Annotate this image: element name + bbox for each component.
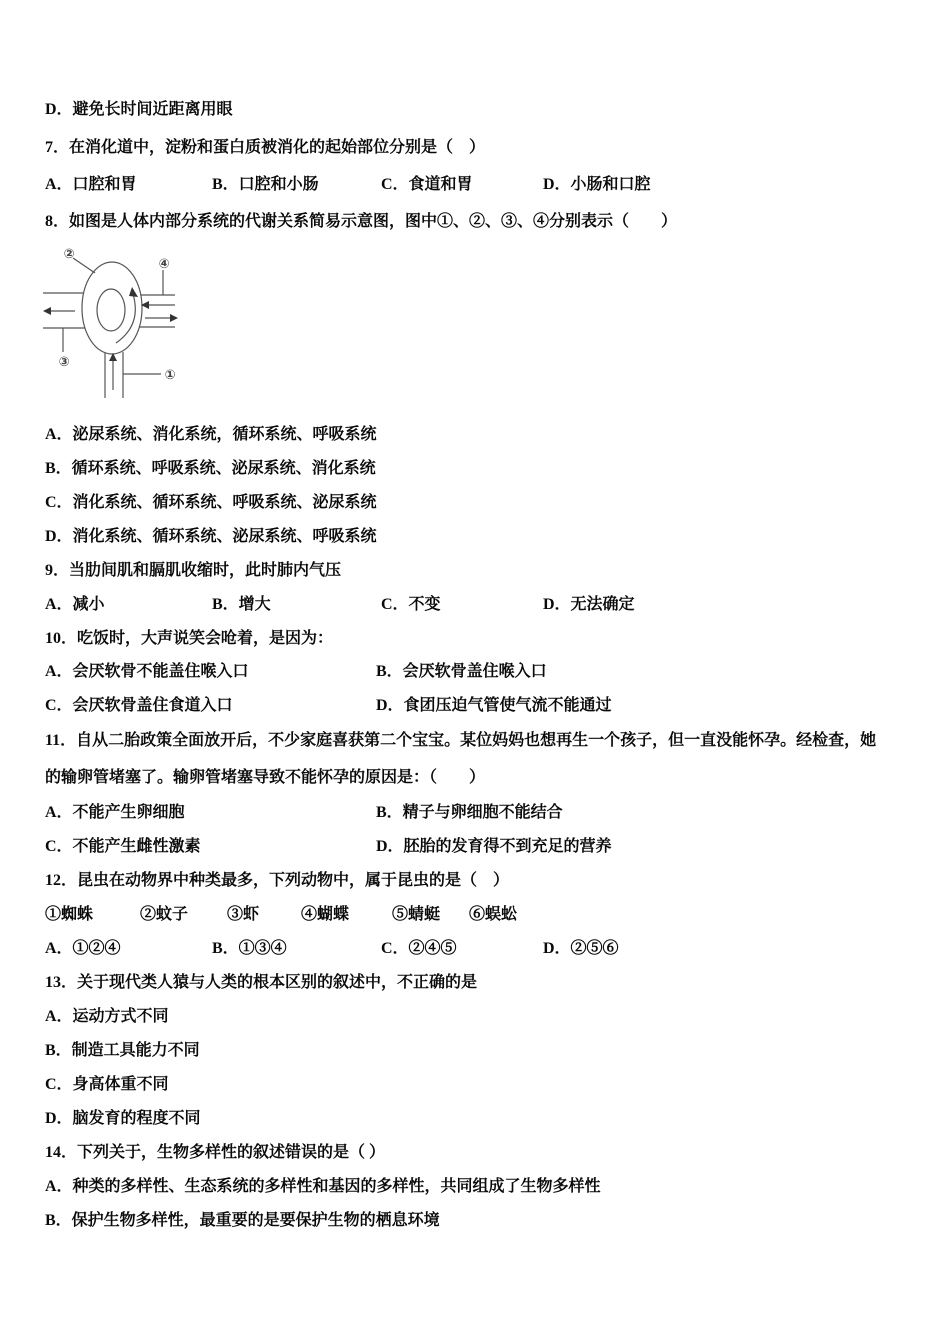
- option-13-a: A．运动方式不同: [45, 1008, 169, 1025]
- item-mosquito: ②蚊子: [140, 906, 189, 923]
- left-arrowhead: [43, 307, 51, 315]
- option-7-d: D．小肠和口腔: [543, 176, 651, 193]
- question-12-stem: 12．昆虫在动物界中种类最多，下列动物中，属于昆虫的是（ ）: [45, 872, 510, 889]
- question-10-options-ab: [45, 658, 915, 686]
- option-9-b: B．增大: [212, 596, 271, 613]
- question-9-stem: 9．当肋间肌和膈肌收缩时，此时肺内气压: [45, 562, 342, 579]
- outflow-arrowhead: [170, 314, 178, 322]
- option-13-b: B．制造工具能力不同: [45, 1042, 200, 1059]
- option-7-a: A．口腔和胃: [45, 176, 137, 193]
- diagram-label-2-icon: ②: [63, 247, 75, 262]
- option-8-b: B．循环系统、呼吸系统、泌尿系统、消化系统: [45, 460, 376, 477]
- question-10-options-cd: [45, 692, 915, 720]
- option-9-c: C．不变: [381, 596, 441, 613]
- option-8-c: C．消化系统、循环系统、呼吸系统、泌尿系统: [45, 494, 377, 511]
- option-11-d: D．胚胎的发育得不到充足的营养: [376, 838, 612, 855]
- option-7-b: B．口腔和小肠: [212, 176, 319, 193]
- option-11-b: B．精子与卵细胞不能结合: [376, 804, 563, 821]
- option-13-d: D．脑发育的程度不同: [45, 1110, 201, 1127]
- metabolism-diagram-svg: [43, 240, 188, 410]
- flow-direction-arc: [116, 294, 135, 343]
- option-10-c: C．会厌软骨盖住食道入口: [45, 697, 233, 714]
- option-11-c: C．不能产生雌性激素: [45, 838, 201, 855]
- item-dragonfly: ⑤蜻蜓: [392, 906, 441, 923]
- question-12-options: [45, 935, 915, 963]
- question-11-options-cd: [45, 833, 915, 861]
- item-spider: ①蜘蛛: [45, 906, 94, 923]
- item-shrimp: ③虾: [227, 906, 260, 923]
- option-9-d: D．无法确定: [543, 596, 635, 613]
- prev-question-option-d: D．避免长时间近距离用眼: [45, 101, 233, 118]
- question-11-options-ab: [45, 799, 915, 827]
- question-12-items: [45, 901, 915, 929]
- question-8-stem: 8．如图是人体内部分系统的代谢关系简易示意图，图中①、②、③、④分别表示（ ）: [45, 213, 678, 230]
- option-12-a: A．①②④: [45, 940, 121, 957]
- question-14-stem: 14．下列关于，生物多样性的叙述错误的是（ ）: [45, 1144, 386, 1161]
- option-12-c: C．②④⑤: [381, 940, 457, 957]
- option-14-b: B．保护生物多样性，最重要的是要保护生物的栖息环境: [45, 1212, 440, 1229]
- diagram-label-1-icon: ①: [164, 368, 176, 383]
- question-7-stem: 7．在消化道中，淀粉和蛋白质被消化的起始部位分别是（ ）: [45, 139, 486, 156]
- option-7-c: C．食道和胃: [381, 176, 473, 193]
- question-7-options: [45, 171, 915, 199]
- question-9-options: [45, 591, 915, 619]
- option-13-c: C．身高体重不同: [45, 1076, 169, 1093]
- option-9-a: A．减小: [45, 596, 105, 613]
- arc-arrowhead: [129, 287, 138, 297]
- option-12-b: B．①③④: [212, 940, 287, 957]
- option-12-d: D．②⑤⑥: [543, 940, 619, 957]
- option-11-a: A．不能产生卵细胞: [45, 804, 185, 821]
- metabolism-systems-diagram: [43, 240, 188, 410]
- question-13-stem: 13．关于现代类人猿与人类的根本区别的叙述中，不正确的是: [45, 974, 478, 991]
- question-10-stem: 10．吃饭时，大声说笑会呛着，是因为：: [45, 630, 334, 647]
- diagram-label-3-icon: ③: [58, 355, 70, 370]
- option-8-a: A．泌尿系统、消化系统，循环系统、呼吸系统: [45, 426, 377, 443]
- item-butterfly: ④蝴蝶: [301, 906, 350, 923]
- option-8-d: D．消化系统、循环系统、泌尿系统、呼吸系统: [45, 528, 377, 545]
- diagram-label-4-icon: ④: [158, 257, 170, 272]
- option-10-d: D．食团压迫气管使气流不能通过: [376, 697, 612, 714]
- option-10-b: B．会厌软骨盖住喉入口: [376, 663, 547, 680]
- outer-loop-ellipse: [82, 262, 142, 354]
- item-centipede: ⑥蜈蚣: [469, 906, 518, 923]
- question-11-stem-line2: 的输卵管堵塞了。输卵管堵塞导致不能怀孕的原因是：（ ）: [45, 769, 486, 786]
- option-14-a: A．种类的多样性、生态系统的多样性和基因的多样性，共同组成了生物多样性: [45, 1178, 601, 1195]
- inner-loop-ellipse: [97, 289, 125, 331]
- question-11-stem-line1: 11．自从二胎政策全面放开后，不少家庭喜获第二个宝宝。某位妈妈也想再生一个孩子，但一直没能怀孕。经检查，她: [45, 732, 877, 749]
- option-10-a: A．会厌软骨不能盖住喉入口: [45, 663, 249, 680]
